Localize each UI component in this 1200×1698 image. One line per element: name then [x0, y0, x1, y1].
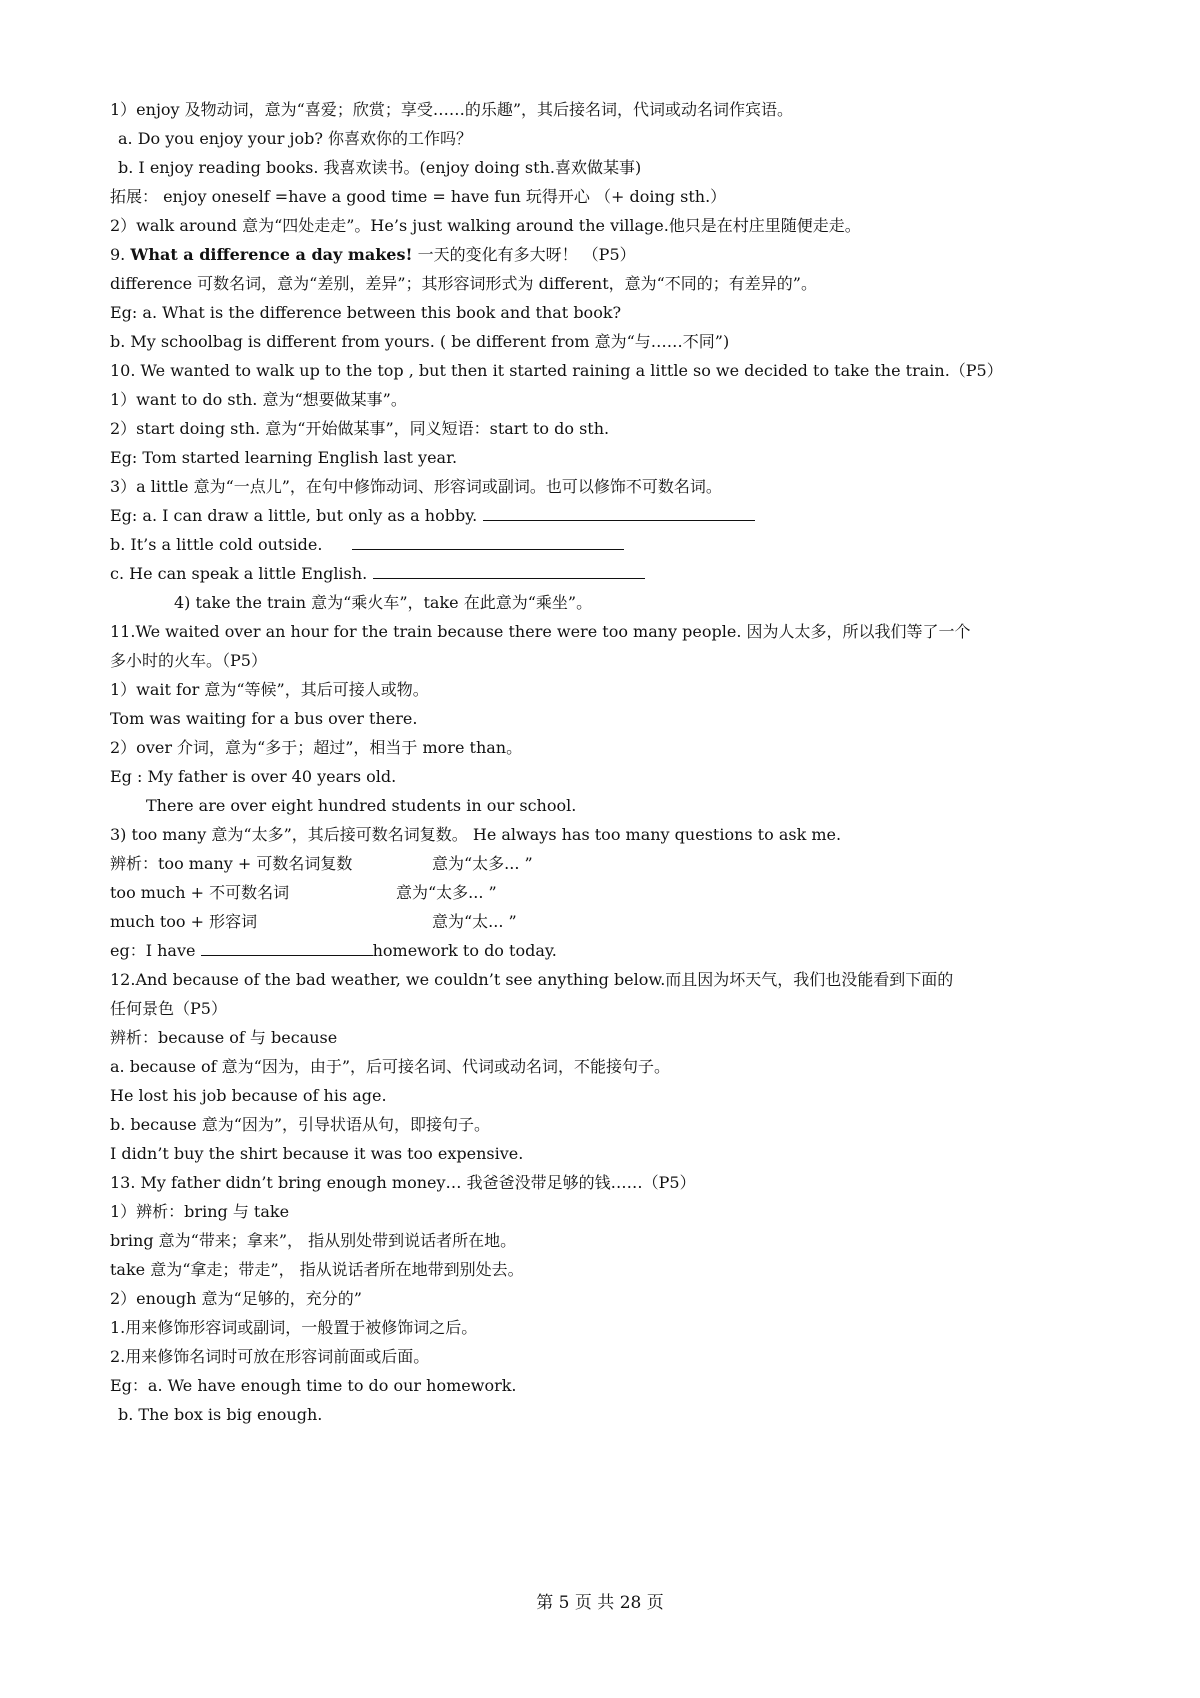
- exercise-line: [110, 941, 557, 961]
- text-line: 辨析：because of 与 because: [110, 1028, 338, 1047]
- text-line: 2.用来修饰名词时可放在形容词前面或后面。: [110, 1347, 430, 1366]
- text-line: I didn’t buy the shirt because it was too expensive.: [110, 1144, 524, 1163]
- text-line: Eg : My father is over 40 years old.: [110, 767, 397, 786]
- heading-item-11: 11.We waited over an hour for the train because there were too many people. 因为人太多，所以我们等了一个: [110, 622, 971, 641]
- text-line: 3）a little 意为“一点儿”，在句中修饰动词、形容词或副词。也可以修饰不可数名词。: [110, 477, 722, 496]
- answer-blank[interactable]: [483, 506, 755, 521]
- text-line: difference 可数名词，意为“差别，差异”；其形容词形式为 different，意为“不同的；有差异的”。: [110, 274, 817, 293]
- compare-term: 辨析：too many + 可数名词复数: [110, 854, 353, 873]
- heading-item-13: 13. My father didn’t bring enough money… 我爸爸没带足够的钱……（P5）: [110, 1173, 696, 1192]
- compare-term: much too + 形容词: [110, 912, 258, 931]
- exercise-line: [110, 535, 624, 555]
- text-line: 1）辨析：bring 与 take: [110, 1202, 290, 1221]
- text-line: Eg：a. We have enough time to do our homework.: [110, 1376, 517, 1395]
- answer-blank[interactable]: [201, 941, 373, 956]
- exercise-line: [110, 564, 645, 584]
- exercise-text: c. He can speak a little English.: [110, 564, 368, 583]
- heading-item-12: 12.And because of the bad weather, we couldn’t see anything below.而且因为坏天气，我们也没能看到下面的: [110, 970, 954, 989]
- text-line: a. because of 意为“因为，由于”，后可接名词、代词或动名词，不能接句子。: [110, 1057, 670, 1076]
- text-line: Eg: Tom started learning English last year.: [110, 448, 458, 467]
- text-line: 4) take the train 意为“乘火车”，take 在此意为“乘坐”。: [174, 593, 593, 612]
- text-line: He lost his job because of his age.: [110, 1086, 387, 1105]
- exercise-text: eg：I have: [110, 941, 196, 960]
- text-line: 1）enjoy 及物动词，意为“喜爱；欣赏；享受……的乐趣”，其后接名词，代词或动名词作宾语。: [110, 100, 794, 119]
- exercise-text: Eg: a. I can draw a little, but only as a hobby.: [110, 506, 478, 525]
- text-line: 2）start doing sth. 意为“开始做某事”，同义短语：start to do sth.: [110, 419, 610, 438]
- compare-row: [110, 854, 352, 874]
- text-line: 2）walk around 意为“四处走走”。He’s just walking around the village.他只是在村庄里随便走走。: [110, 216, 861, 235]
- text-line: There are over eight hundred students in our school.: [146, 796, 577, 815]
- text-line: 2）enough 意为“足够的，充分的”: [110, 1289, 362, 1308]
- text-line: 多小时的火车。（P5）: [110, 651, 267, 670]
- text-line: b. The box is big enough.: [118, 1405, 323, 1424]
- compare-meaning: 意为“太多... ”: [396, 883, 497, 902]
- answer-blank[interactable]: [373, 564, 645, 579]
- text-line: b. because 意为“因为”，引导状语从句，即接句子。: [110, 1115, 491, 1134]
- text-line: 1.用来修饰形容词或副词，一般置于被修饰词之后。: [110, 1318, 478, 1337]
- heading-item-9: [110, 245, 636, 265]
- heading-item-10: 10. We wanted to walk up to the top , but then it started raining a little so we decided to take the train.（P5）: [110, 361, 1003, 380]
- exercise-text: b. It’s a little cold outside.: [110, 535, 323, 554]
- item-number: 9.: [110, 245, 126, 264]
- compare-meaning: 意为“太多... ”: [432, 854, 533, 873]
- key-sentence: What a difference a day makes!: [130, 245, 413, 264]
- text-line: b. My schoolbag is different from yours. ( be different from 意为“与……不同”): [110, 332, 730, 351]
- text-line: bring 意为“带来；拿来”， 指从别处带到说话者所在地。: [110, 1231, 517, 1250]
- text-line: 3) too many 意为“太多”，其后接可数名词复数。 He always has too many questions to ask me.: [110, 825, 842, 844]
- text-line: b. I enjoy reading books. 我喜欢读书。(enjoy doing sth.喜欢做某事): [118, 158, 642, 177]
- exercise-text: homework to do today.: [372, 941, 557, 960]
- text-line: 任何景色（P5）: [110, 999, 227, 1018]
- text-line: take 意为“拿走；带走”， 指从说话者所在地带到别处去。: [110, 1260, 524, 1279]
- text-line: 拓展： enjoy oneself =have a good time = have fun 玩得开心 （+ doing sth.）: [110, 187, 727, 206]
- compare-meaning: 意为“太... ”: [432, 912, 517, 931]
- answer-blank[interactable]: [352, 535, 624, 550]
- text-line: a. Do you enjoy your job? 你喜欢你的工作吗？: [118, 129, 473, 148]
- text-line: Tom was waiting for a bus over there.: [110, 709, 418, 728]
- translation: 一天的变化有多大呀！ （P5）: [417, 245, 636, 264]
- text-line: 2）over 介词，意为“多于；超过”，相当于 more than。: [110, 738, 523, 757]
- text-line: Eg: a. What is the difference between this book and that book?: [110, 303, 622, 322]
- text-line: 1）want to do sth. 意为“想要做某事”。: [110, 390, 407, 409]
- compare-term: too much + 不可数名词: [110, 883, 290, 902]
- exercise-line: [110, 506, 755, 526]
- text-line: 1）wait for 意为“等候”，其后可接人或物。: [110, 680, 429, 699]
- page-footer: 第 5 页 共 28 页: [536, 1593, 664, 1613]
